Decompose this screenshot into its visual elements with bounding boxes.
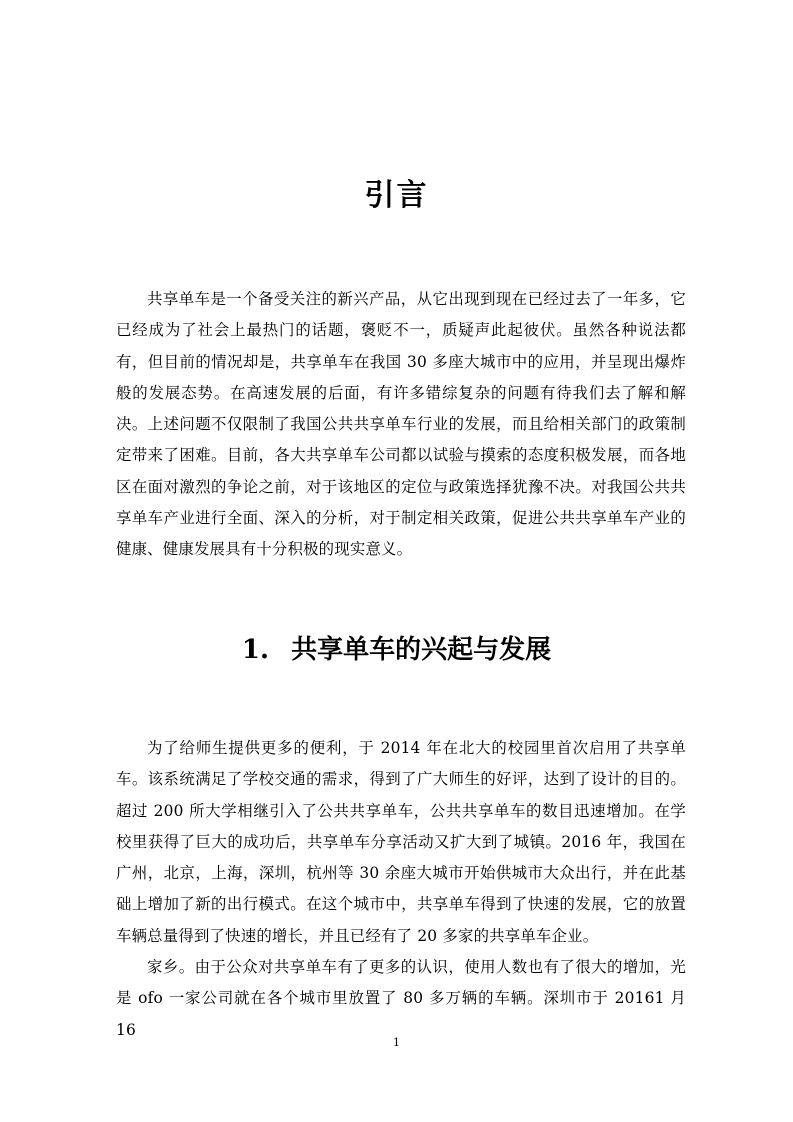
section-heading <box>0 630 793 670</box>
section-title: 共享单车的兴起与发展 <box>291 635 552 665</box>
intro-paragraph: 共享单车是一个备受关注的新兴产品，从它出现到现在已经过去了一年多，它已经成为了社会上最热门的话题，褒贬不一，质疑声此起彼伏。虽然各种说法都有，但目前的情况却是，共享单车在我国 30 多座大城市中的应用，并呈现出爆炸般的发展态势。在高速发展的后面，有许多错综复杂的问题有待我们去了解和解决。上述问题不仅限制了我国公共共享单车行业的发展，而且给相关部门的政策制定带来了困难。目前，各大共享单车公司都以试验与摸索的态度积极发展，而各地区在面对激烈的争论之前，对于该地区的定位与政策选择犹豫不决。对我国公共共享单车产业进行全面、深入的分析，对于制定相关政策，促进公共共享单车产业的健康、健康发展具有十分积极的现实意义。 <box>116 290 686 559</box>
intro-title: 引言 <box>364 178 429 213</box>
section-paragraph-1: 为了给师生提供更多的便利，于 2014 年在北大的校园里首次启用了共享单车。该系统满足了学校交通的需求，得到了广大师生的好评，达到了设计的目的。超过 200 所大学相继引入了公共共享单车，公共共享单车的数目迅速增加。在学校里获得了巨大的成功后，共享单车分享活动又扩大到了城镇。2016 年，我国在广州，北京，上海，深圳，杭州等 30 余座大城市开始供城市大众出行，并在此基础上增加了新的出行模式。在这个城市中，共享单车得到了快速的发展，它的放置车辆总量得到了快速的增长，并且已经有了 20 多家的共享单车企业。 <box>116 739 686 945</box>
section-paragraph-2: 家乡。由于公众对共享单车有了更多的认识，使用人数也有了很大的增加，光是 ofo 一家公司就在各个城市里放置了 80 多万辆的车辆。深圳市于 20161 月 16 <box>116 958 686 1039</box>
page-number: 1 <box>393 1036 400 1049</box>
section-number: 1. <box>241 635 270 665</box>
